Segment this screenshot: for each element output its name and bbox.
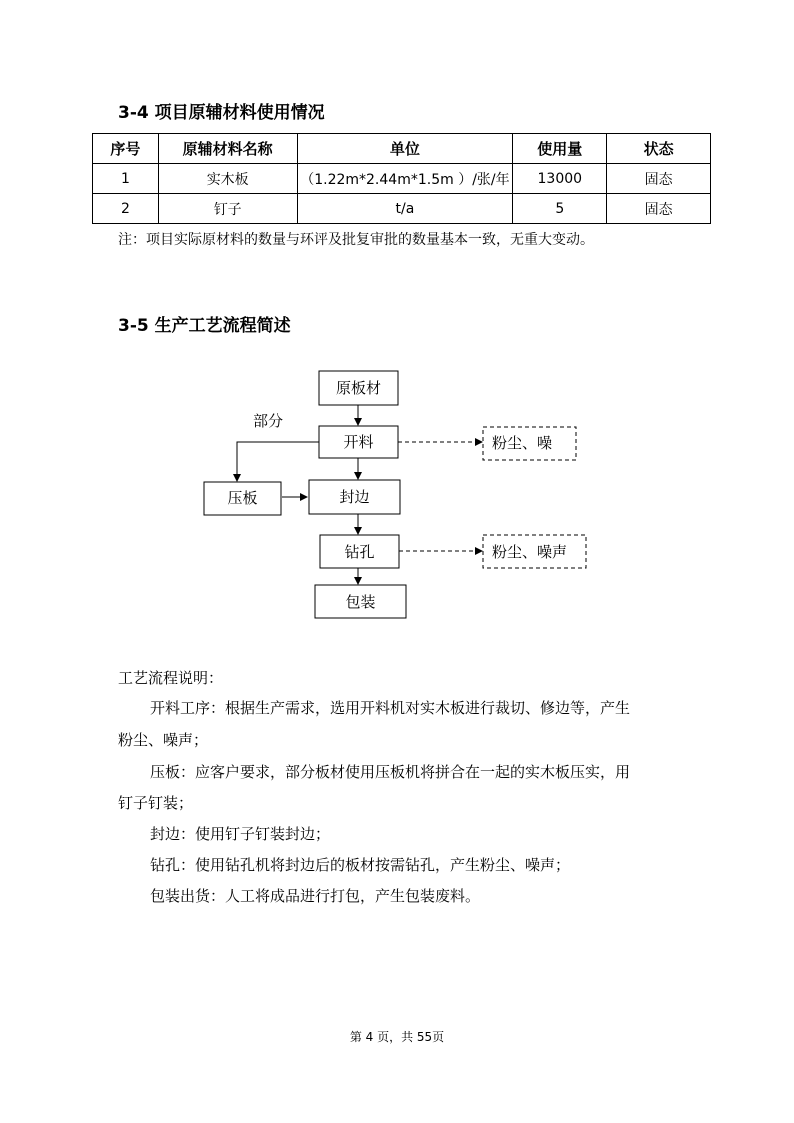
partial-label: 部分 [253, 412, 284, 430]
arrow-cutting-to-pressing [237, 442, 319, 481]
header-cell: 单位 [297, 134, 513, 164]
paragraph-cutting-line1: 开料工序：根据生产需求，选用开料机对实木板进行裁切、修边等，产生 [150, 699, 631, 717]
node-dust-noise-2-label: 粉尘、噪声 [492, 543, 568, 561]
table-cell: 1 [93, 164, 159, 194]
table-cell: t/a [297, 194, 513, 224]
table-cell: 5 [513, 194, 607, 224]
table-cell: 钉子 [158, 194, 297, 224]
node-packing-label: 包装 [345, 593, 376, 611]
header-cell: 使用量 [513, 134, 607, 164]
section-3-5-title: 3-5 生产工艺流程简述 [118, 316, 291, 336]
paragraph-edge-sealing: 封边：使用钉子钉装封边； [150, 825, 331, 843]
header-cell: 序号 [93, 134, 159, 164]
table-cell: 实木板 [158, 164, 297, 194]
table-cell: 2 [93, 194, 159, 224]
section-3-4-title: 3-4 项目原辅材料使用情况 [118, 103, 325, 123]
table-cell: （1.22m*2.44m*1.5m ）/张/年 [297, 164, 513, 194]
table-cell: 13000 [513, 164, 607, 194]
node-dust-noise-1-label: 粉尘、噪 [492, 434, 553, 452]
description-title: 工艺流程说明： [118, 669, 224, 687]
node-cutting-label: 开料 [343, 433, 374, 451]
node-pressing-label: 压板 [227, 489, 258, 507]
node-drilling-label: 钻孔 [344, 543, 375, 561]
page-number: 第 4 页，共 55页 [349, 1030, 445, 1044]
paragraph-cutting-line2: 粉尘、噪声； [118, 731, 209, 749]
node-raw-board-label: 原板材 [335, 379, 382, 397]
table-cell: 固态 [607, 164, 711, 194]
table-cell: 固态 [607, 194, 711, 224]
table-note: 注：项目实际原材料的数量与环评及批复审批的数量基本一致，无重大变动。 [118, 232, 594, 248]
header-cell: 原辅材料名称 [158, 134, 297, 164]
header-cell: 状态 [607, 134, 711, 164]
paragraph-pressing-line1: 压板：应客户要求，部分板材使用压板机将拼合在一起的实木板压实，用 [150, 763, 631, 781]
paragraph-pressing-line2: 钉子钉装； [118, 794, 194, 812]
paragraph-drilling: 钻孔：使用钻孔机将封边后的板材按需钻孔，产生粉尘、噪声； [150, 856, 571, 874]
paragraph-packing: 包装出货：人工将成品进行打包，产生包装废料。 [150, 887, 481, 905]
node-edge-sealing-label: 封边 [339, 488, 370, 506]
